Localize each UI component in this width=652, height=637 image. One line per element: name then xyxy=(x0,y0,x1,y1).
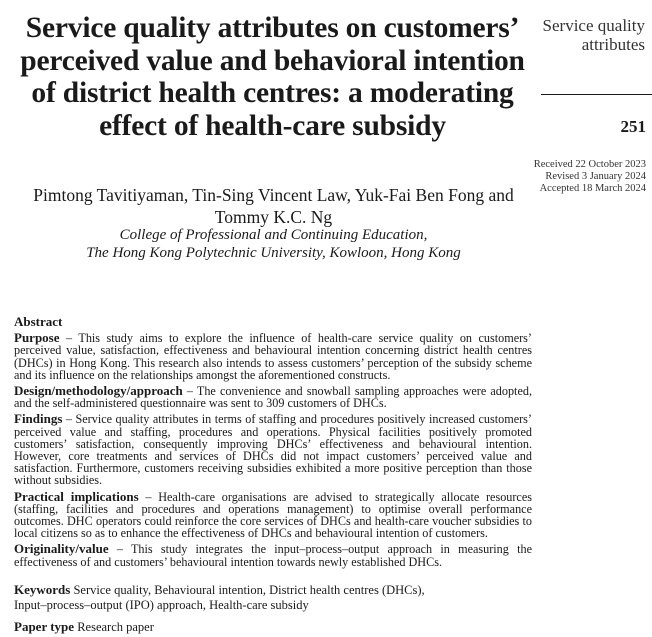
abstract-originality xyxy=(14,543,532,567)
affiliation xyxy=(10,226,537,262)
section-label: Design/methodology/approach xyxy=(14,383,183,399)
abstract-heading: Abstract xyxy=(14,314,63,329)
abstract-findings xyxy=(14,413,532,486)
revised-date: Revised 3 January 2024 xyxy=(545,171,646,182)
section-text: – Health-care organisations are advised to strategically allocate resources (staffing, facilities and procedures and operations management) to optimise overall performance outcomes. DHC operators could reinforce the core services of DHCs and health-care voucher subsidies to local citizens so as to enhance the effectiveness of DHCs and behavioural intention of customers. xyxy=(14,489,532,541)
section-label: Findings xyxy=(14,411,63,427)
running-head-line-2: attributes xyxy=(581,35,645,54)
paper-type-label: Paper type xyxy=(14,619,75,634)
paper-type-value: Research paper xyxy=(74,620,154,634)
accepted-date: Accepted 18 March 2024 xyxy=(539,183,646,194)
affiliation-line-1: College of Professional and Continuing Education, xyxy=(119,227,428,243)
author-list: Pimtong Tavitiyaman, Tin-Sing Vincent Law, Yuk-Fai Ben Fong and Tommy K.C. Ng xyxy=(33,185,514,227)
paper-type xyxy=(14,620,154,634)
running-head-line-1: Service quality xyxy=(542,16,645,35)
abstract-purpose xyxy=(14,332,532,381)
affiliation-line-2: The Hong Kong Polytechnic University, Kowloon, Hong Kong xyxy=(86,245,461,261)
section-text: – This study aims to explore the influence of health-care service quality on customers’ perceived value, satisfaction, effectiveness and behavioural intention concerning district health centres (DHCs) in Hong Kong. This research also intends to assess customers’ perception of the subsidy scheme and its influence on the relationships amongst the aforementioned constructs. xyxy=(14,331,532,382)
received-date: Received 22 October 2023 xyxy=(533,159,646,170)
running-head xyxy=(543,16,645,54)
keywords-line-2: Input–process–output (IPO) approach, Health-care subsidy xyxy=(14,598,309,612)
abstract xyxy=(14,316,532,572)
article-title: Service quality attributes on customers’ perceived value and behavioral intention of district health centres: a moderating effect of health-care subsidy xyxy=(20,12,525,142)
section-label: Practical implications xyxy=(14,488,139,504)
keywords-line-1: Service quality, Behavioural intention, District health centres (DHCs), xyxy=(70,583,425,597)
page-number: 251 xyxy=(620,117,646,136)
section-text: – This study integrates the input–process–output approach in measuring the effectiveness of and customers’ behavioural intention towards newly established DHCs. xyxy=(14,542,532,569)
section-label: Purpose xyxy=(14,330,60,346)
section-text: – The convenience and snowball sampling approaches were adopted, and the self-administered questionnaire was sent to 309 customers of DHCs. xyxy=(14,384,532,411)
section-text: – Service quality attributes in terms of staffing and procedures positively increased customers’ perceived value and staffing, procedures and operations. Physical facilities positively promoted customers’ satisfaction, consequently improving DHCs’ effectiveness and behavioural intention. However, core treatments and services of DHCs did not impact customers’ perceived value and satisfaction. Furthermore, customers receiving subsidies exhibited a more positive perception than those without subsidies. xyxy=(14,412,532,488)
margin-divider xyxy=(541,94,652,95)
article-dates xyxy=(534,159,646,195)
abstract-implications xyxy=(14,488,532,541)
section-label: Originality/value xyxy=(14,541,109,557)
keywords xyxy=(14,582,532,613)
keywords-label: Keywords xyxy=(14,582,71,597)
abstract-design xyxy=(14,385,532,409)
